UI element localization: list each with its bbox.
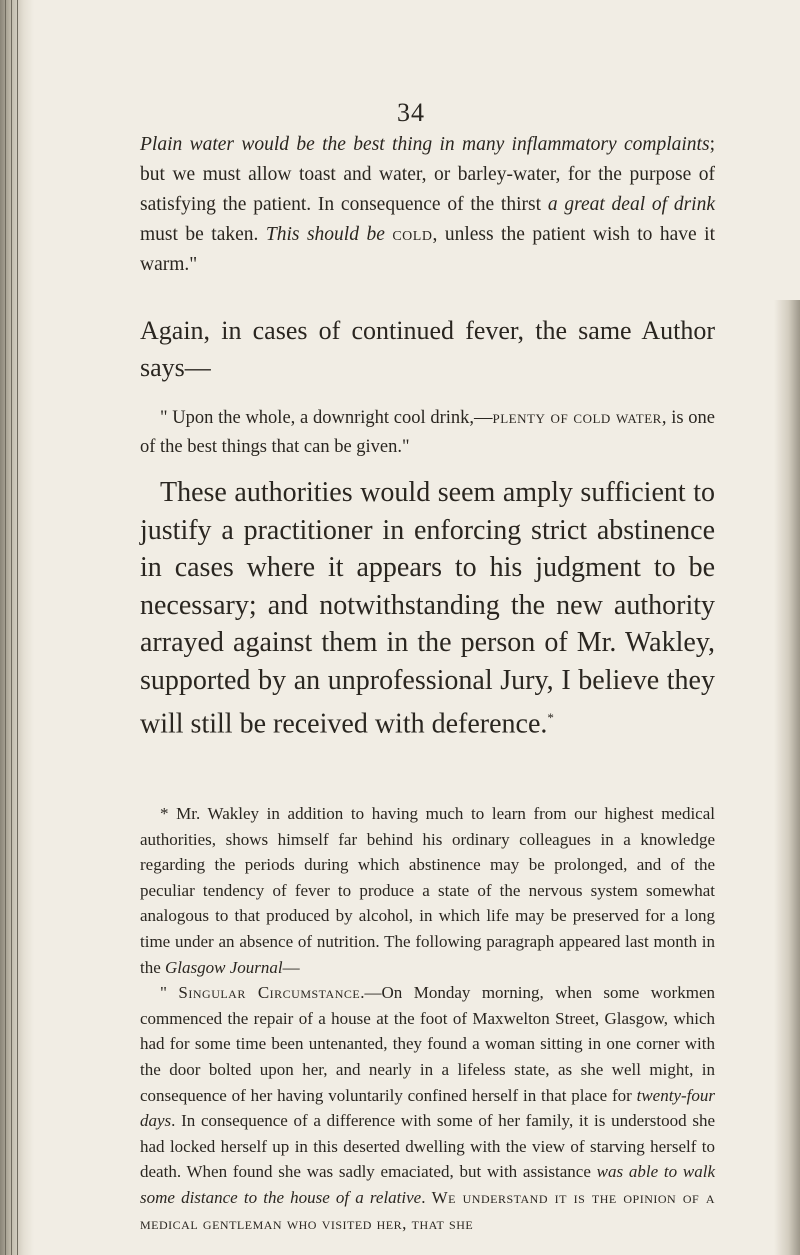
fq-text-3: . In consequence of a difference with some of her family, it is understood she had locked herself up in this deserted dwelling with the view of starving herself to death. When found she was sadly emaciated, but with assistance xyxy=(140,1111,715,1182)
again-paragraph: Again, in cases of continued fever, the same Author says— xyxy=(140,316,715,382)
fq-text-2: .—On Monday morning, when some workmen commenced the repair of a house at the foot of Maxwelton Street, Glasgow, which had for some time been untenanted, they found a woman sitting in one corner with the door bolted upon her, and nearly in a lifeless state, as she well might, in consequence of her having voluntarily confined herself in that place for xyxy=(140,983,715,1105)
quote-smallcaps-1: cold xyxy=(392,224,433,245)
footnote-marker: * xyxy=(547,710,554,725)
quote-italic-3: This should be xyxy=(265,224,385,245)
fq-text-1: " xyxy=(160,983,179,1003)
footnote-italic-1: Glasgow Journal xyxy=(165,957,283,977)
book-binding-shadow xyxy=(0,0,34,1255)
quote2-text-1: " Upon the whole, a downright cool drink,— xyxy=(160,408,493,428)
main-paragraph-text: These authorities would seem amply sufficient to justify a practitioner in enforcing strict abstinence in cases where it appears to his judgment to be necessary; and notwithstanding the new authority arrayed against them in the person of Mr. Wakley, supported by an unprofessional Jury, I believe they will still be received with deference. xyxy=(140,477,715,740)
fq-italic-1: twenty-four days xyxy=(140,1085,715,1131)
page-edge-shadow xyxy=(774,300,800,1255)
quote2-smallcaps: plenty of cold water xyxy=(492,408,662,428)
quote-text-1: ; but we must allow toast and water, or barley-water, for the purpose of satisfying the patient. In consequence of the thirst xyxy=(140,134,715,215)
quote-italic-2: a great deal of drink xyxy=(547,194,716,215)
quote-continuation xyxy=(140,130,715,280)
footnote-text-2: — xyxy=(282,957,300,977)
fq-smallcaps-2: We understand it is the opinion of a medical gentleman who visited her, that she xyxy=(140,1187,715,1233)
fq-italic-2: was able to walk some distance to the house of a relative xyxy=(140,1162,715,1207)
quote-text-2: must be taken. xyxy=(140,224,266,245)
second-quote xyxy=(140,404,715,462)
quote-italic-1: Plain water would be the best thing in many inflammatory complaints xyxy=(140,134,710,155)
page-number: 34 xyxy=(397,98,425,127)
footnote xyxy=(140,801,715,1236)
fq-smallcaps-1: Singular Circumstance xyxy=(178,983,361,1003)
quote-text-3: , unless the patient wish to have it warm." xyxy=(140,224,715,275)
main-paragraph xyxy=(140,474,715,743)
footnote-paragraph xyxy=(140,801,715,980)
footnote-text-1: * Mr. Wakley in addition to having much to learn from our highest medical authorities, shows himself far behind his ordinary colleagues in a knowledge regarding the periods during which abstinence may be prolonged, and of the peculiar tendency of fever to produce a state of the nervous system somewhat analogous to that produced by alcohol, in which life may be preserved for a long time under an absence of nutrition. The following paragraph appeared last month in the xyxy=(140,804,715,977)
quote2-text-2: , is one of the best things that can be given." xyxy=(140,408,715,457)
footnote-quote xyxy=(140,980,715,1236)
fq-text-4: . xyxy=(421,1187,432,1207)
